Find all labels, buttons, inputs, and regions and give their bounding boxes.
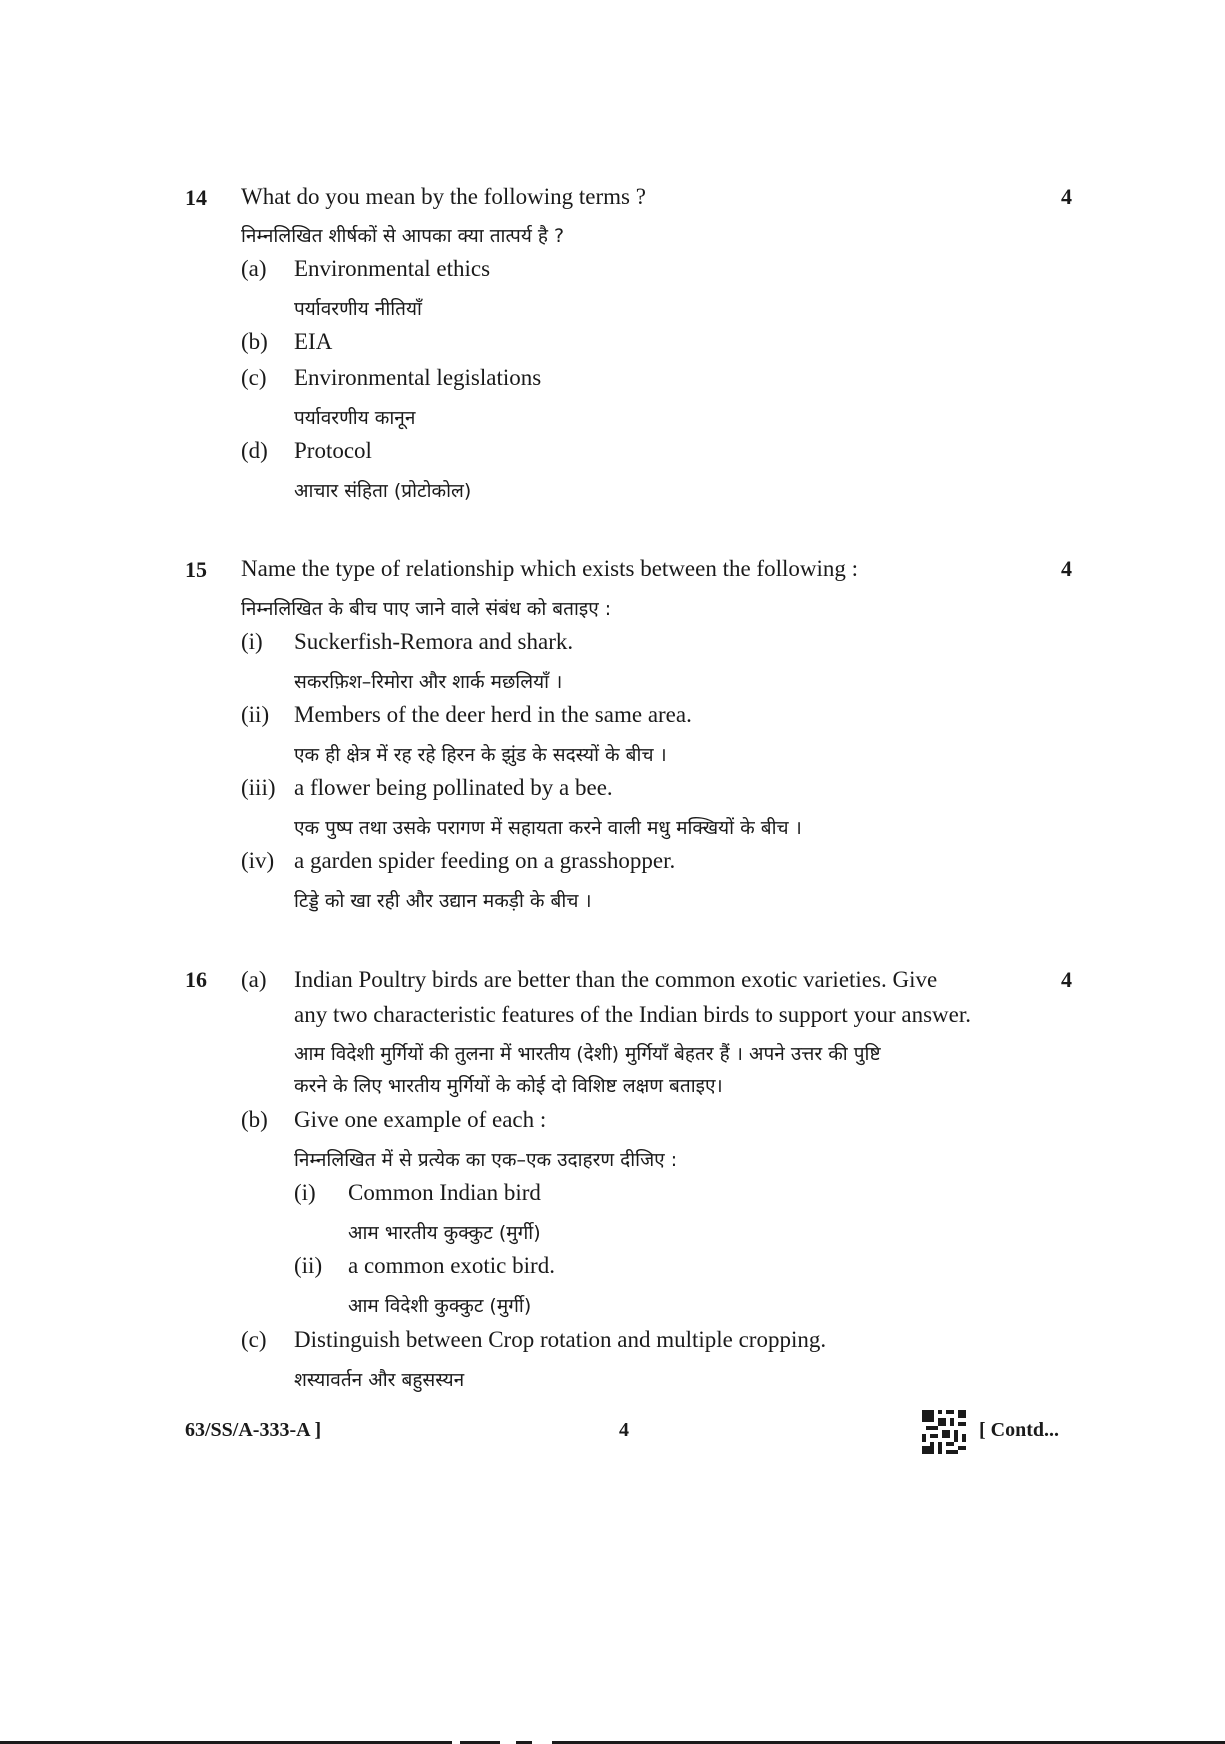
q14-item-hi: पर्यावरणीय कानून (294, 407, 416, 429)
q15-marks: 4 (1061, 556, 1072, 581)
q16a-text-hi-line2: करने के लिए भारतीय मुर्गियों के कोई दो विशिष्ट लक्षण बताइए। (294, 1075, 723, 1097)
q16b-item-label: (ii) (294, 1253, 323, 1278)
q15-item-label: (iii) (241, 775, 276, 800)
q16-marks: 4 (1061, 967, 1072, 992)
q16b-item-label: (i) (294, 1180, 316, 1205)
q15-item-hi: सकरफ़िश–रिमोरा और शार्क मछलियाँ । (294, 671, 563, 693)
q15-item-hi: एक ही क्षेत्र में रह रहे हिरन के झुंड के सदस्यों के बीच । (294, 744, 667, 766)
q14-item-en: Environmental ethics (294, 256, 491, 281)
q14-item-label: (a) (241, 256, 267, 281)
q16a-label: (a) (241, 967, 267, 992)
q15-text-hi: निम्नलिखित के बीच पाए जाने वाले संबंध को बताइए : (241, 598, 612, 620)
q14-item-label: (d) (241, 438, 268, 463)
q16b-item-en: Common Indian bird (348, 1180, 541, 1205)
q15-number: 15 (185, 557, 207, 582)
q14-item-label: (b) (241, 329, 268, 354)
q14-item-hi: पर्यावरणीय नीतियाँ (294, 298, 422, 320)
q14-text-en: What do you mean by the following terms ? (241, 184, 646, 209)
q16c-label: (c) (241, 1327, 267, 1352)
q16b-item-en: a common exotic bird. (348, 1253, 555, 1278)
page-number: 4 (619, 1419, 629, 1441)
q16a-text-en-line2: any two characteristic features of the Indian birds to support your answer. (294, 1002, 972, 1027)
q14-item-en: Protocol (294, 438, 372, 463)
q16a-text-en-line1: Indian Poultry birds are better than the common exotic varieties. Give (294, 967, 938, 992)
q15-item-label: (i) (241, 629, 263, 654)
q16b-item-hi: आम भारतीय कुक्कुट (मुर्गी) (348, 1222, 541, 1244)
paper-code: 63/SS/A-333-A ] (185, 1419, 322, 1441)
q15-item-hi: एक पुष्प तथा उसके परागण में सहायता करने वाली मधु मक्खियों के बीच । (294, 817, 802, 839)
q16-number: 16 (185, 967, 207, 992)
q15-item-en: a garden spider feeding on a grasshopper. (294, 848, 676, 873)
q15-item-en: Members of the deer herd in the same area. (294, 702, 692, 727)
q16b-label: (b) (241, 1107, 268, 1132)
q14-item-hi: आचार संहिता (प्रोटोकोल) (294, 480, 472, 502)
q14-number: 14 (185, 185, 207, 210)
q14-text-hi: निम्नलिखित शीर्षकों से आपका क्या तात्पर्य है ? (241, 225, 565, 247)
q14-item-en: Environmental legislations (294, 365, 542, 390)
q15-item-en: Suckerfish-Remora and shark. (294, 629, 574, 654)
q14-marks: 4 (1061, 184, 1072, 209)
q16b-text-hi: निम्नलिखित में से प्रत्येक का एक–एक उदाहरण दीजिए : (294, 1149, 678, 1171)
qr-code-icon (922, 1410, 966, 1454)
q15-item-label: (iv) (241, 848, 275, 873)
q16b-text-en: Give one example of each : (294, 1107, 547, 1132)
q15-item-label: (ii) (241, 702, 270, 727)
q15-text-en: Name the type of relationship which exists between the following : (241, 556, 859, 581)
q14-item-label: (c) (241, 365, 267, 390)
q16c-text-en: Distinguish between Crop rotation and multiple cropping. (294, 1327, 827, 1352)
q16a-text-hi-line1: आम विदेशी मुर्गियों की तुलना में भारतीय (देशी) मुर्गियाँ बेहतर हैं । अपने उत्तर की पुष्टि (294, 1043, 881, 1065)
q15-item-hi: टिड्डे को खा रही और उद्यान मकड़ी के बीच । (294, 890, 592, 912)
q16c-text-hi: शस्यावर्तन और बहुसस्यन (294, 1369, 465, 1391)
q14-item-en: EIA (294, 329, 333, 354)
contd-label: [ Contd... (979, 1419, 1060, 1441)
q15-item-en: a flower being pollinated by a bee. (294, 775, 613, 800)
q16b-item-hi: आम विदेशी कुक्कुट (मुर्गी) (348, 1295, 532, 1317)
